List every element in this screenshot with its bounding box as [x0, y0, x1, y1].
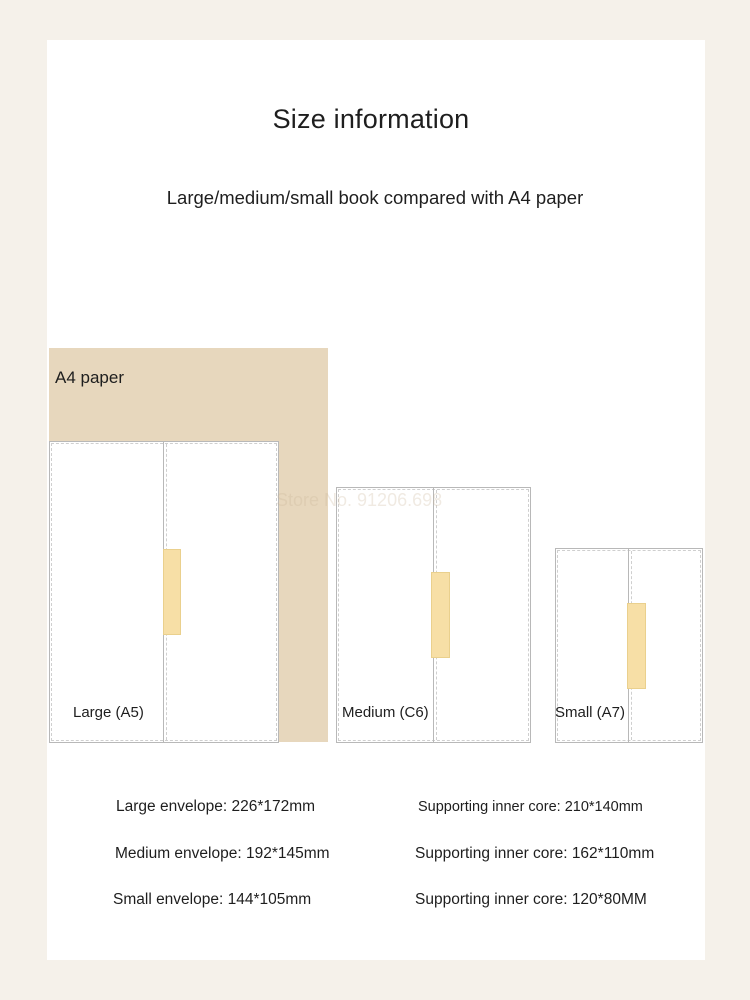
a4-paper-label: A4 paper — [55, 368, 124, 387]
large-book-label: Large (A5) — [73, 704, 144, 721]
small-envelope-spec: Small envelope: 144*105mm — [113, 891, 312, 908]
small-inner-core-spec: Supporting inner core: 120*80MM — [415, 891, 647, 908]
page-subtitle: Large/medium/small book compared with A4 paper — [166, 187, 584, 208]
small-book-label: Small (A7) — [555, 704, 626, 721]
large-book-shape — [49, 441, 279, 743]
medium-book-clasp — [431, 572, 450, 658]
medium-inner-core-spec: Supporting inner core: 162*110mm — [415, 845, 655, 862]
large-inner-core-spec: Supporting inner core: 210*140mm — [418, 799, 643, 815]
medium-book-label: Medium (C6) — [342, 704, 429, 721]
medium-envelope-spec: Medium envelope: 192*145mm — [115, 845, 330, 862]
large-book-clasp — [163, 549, 181, 635]
large-envelope-spec: Large envelope: 226*172mm — [116, 798, 316, 815]
store-watermark: Store No. 91206.698 — [276, 490, 443, 510]
small-book-clasp — [627, 603, 646, 689]
page-title: Size information — [272, 104, 470, 134]
